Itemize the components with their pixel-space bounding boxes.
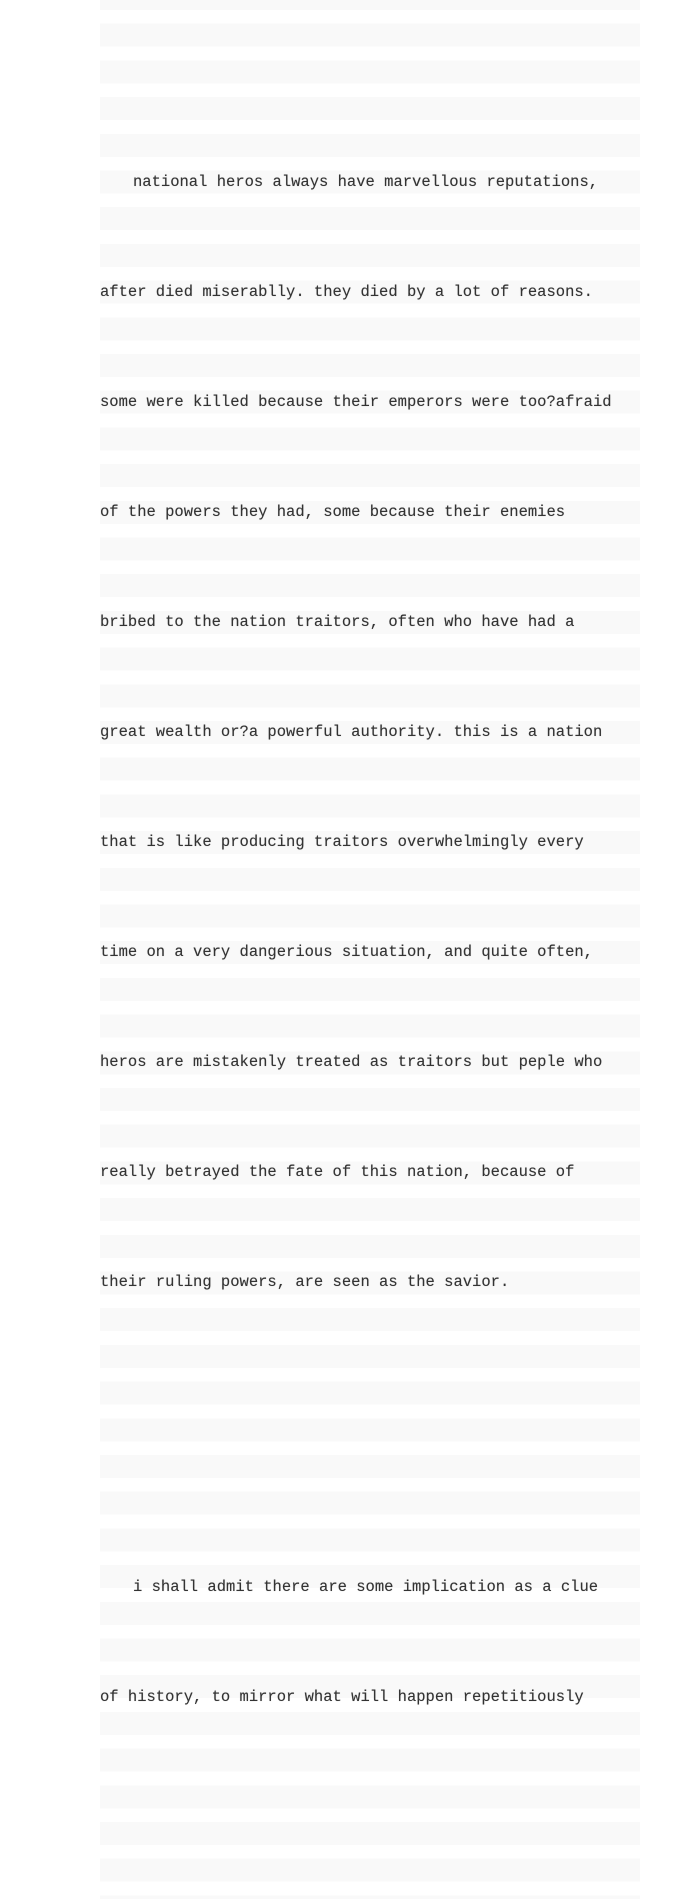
text-line: their ruling powers, are seen as the savior. bbox=[100, 1273, 510, 1292]
text-line: national heros always have marvellous reputations, bbox=[133, 172, 599, 191]
text-line: after died miserablly. they died by a lot of reasons. bbox=[100, 282, 593, 301]
text-line: some were killed because their emperors were too?afraid bbox=[100, 392, 612, 411]
text-line: i shall admit there are some implication as a clue bbox=[133, 1577, 599, 1596]
text-line: really betrayed the fate of this nation, because of bbox=[100, 1163, 575, 1182]
text-line: of the powers they had, some because their enemies bbox=[100, 502, 566, 521]
text-line: heros are mistakenly treated as traitors but peple who bbox=[100, 1053, 603, 1072]
text-line: of history, to mirror what will happen repetitiously bbox=[100, 1687, 584, 1706]
text-line: bribed to the nation traitors, often who have had a bbox=[100, 612, 575, 631]
text-line: great wealth or?a powerful authority. this is a nation bbox=[100, 722, 603, 741]
text-line: time on a very dangerious situation, and quite often, bbox=[100, 943, 593, 962]
paragraph-2 bbox=[100, 1495, 640, 1789]
text-line: that is like producing traitors overwhelmingly every bbox=[100, 833, 584, 852]
text-block bbox=[100, 0, 640, 1899]
paragraph-1 bbox=[100, 90, 640, 1374]
